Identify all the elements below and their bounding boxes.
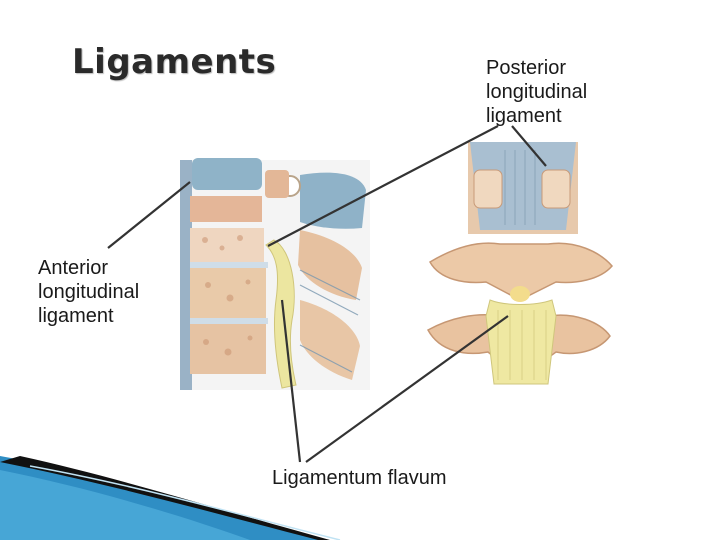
label-line: Anterior — [38, 257, 109, 279]
slide-title: Ligaments — [72, 42, 277, 82]
ligamentum-flavum-label: Ligamentum flavum — [272, 467, 447, 489]
label-line: longitudinal — [38, 281, 140, 303]
posterior-view-section — [428, 142, 612, 384]
sagittal-spine-section — [180, 158, 370, 390]
label-line: Posterior — [486, 57, 567, 79]
label-line: longitudinal — [486, 81, 588, 103]
label-line: ligament — [38, 305, 114, 327]
anterior-longitudinal-ligament-label — [38, 256, 139, 328]
anterior-leader — [108, 182, 190, 248]
posterior-longitudinal-ligament-label — [486, 56, 587, 128]
label-line: ligament — [486, 105, 562, 127]
